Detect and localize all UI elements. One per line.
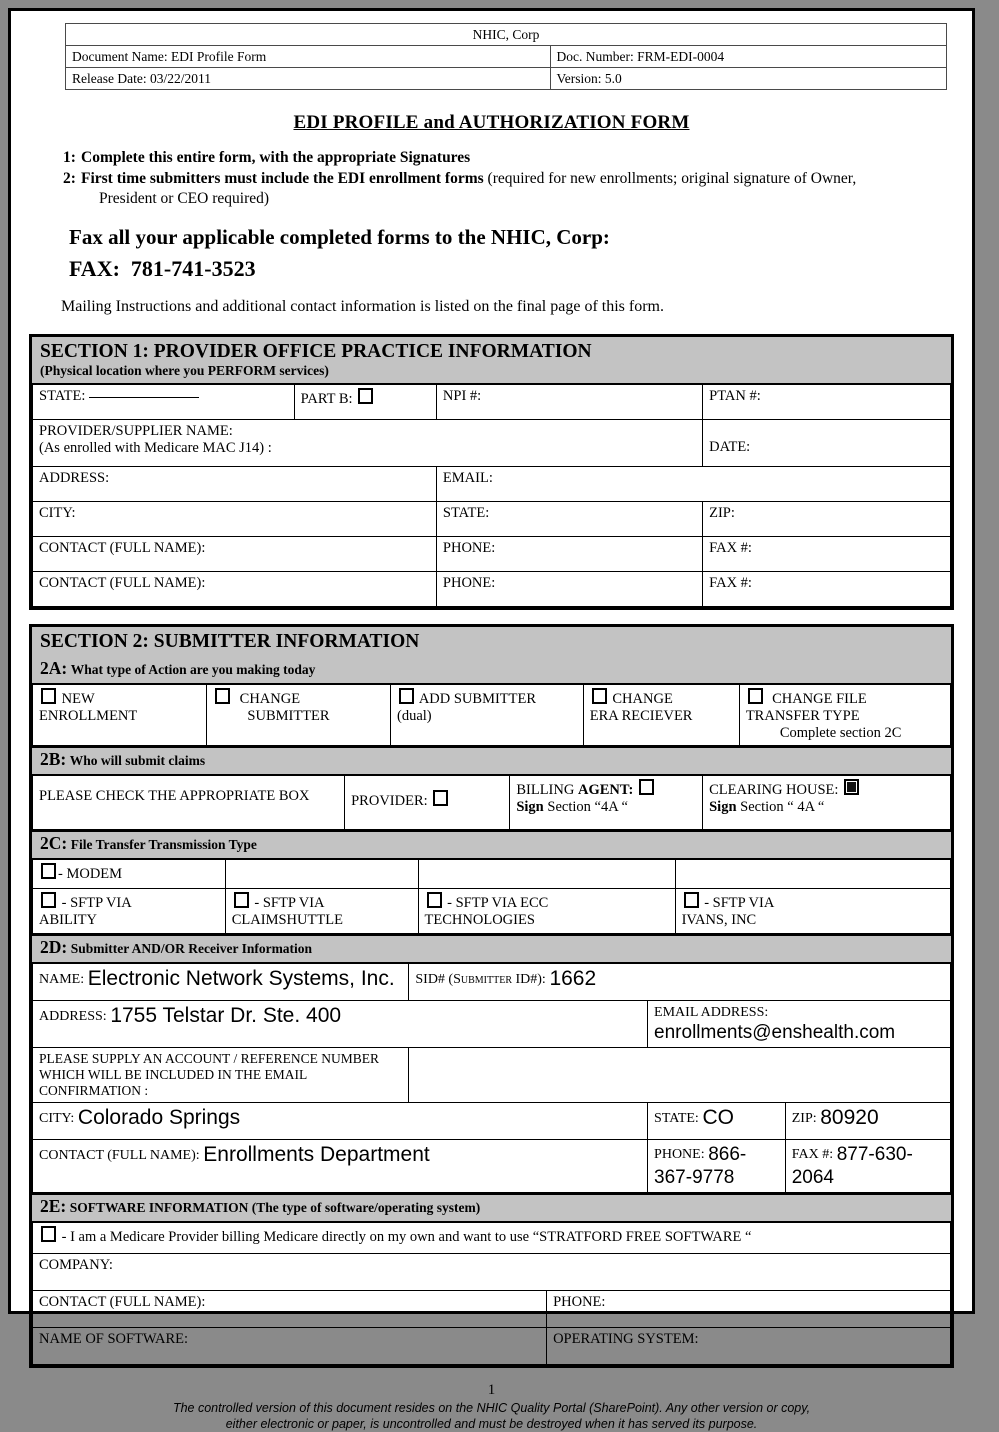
section-2d-header <box>32 934 951 963</box>
table-row <box>33 1103 951 1140</box>
section-1-subtitle: (Physical location where you PERFORM services) <box>40 363 329 378</box>
provider-option[interactable] <box>345 776 510 830</box>
add-submitter-checkbox[interactable] <box>399 688 414 704</box>
change-submitter-label-2: SUBMITTER <box>247 708 330 724</box>
email-field[interactable] <box>436 467 950 502</box>
state-field[interactable] <box>33 385 295 420</box>
instruction-item-2 <box>63 169 954 209</box>
section-2e-title: SOFTWARE INFORMATION (The type of software/operating system) <box>69 1200 481 1215</box>
option-new-enrollment[interactable] <box>33 685 207 746</box>
clearing-house-checkbox[interactable] <box>844 779 859 795</box>
stratford-software-checkbox[interactable] <box>41 1226 56 1242</box>
table-row <box>33 889 951 934</box>
sftp-ivans-label-1: - SFTP VIA <box>704 895 775 911</box>
option-change-era-receiver[interactable] <box>583 685 739 746</box>
sid-value: 1662 <box>549 967 597 990</box>
table-row <box>33 1140 951 1193</box>
state-blank[interactable] <box>89 397 199 398</box>
phone2-field[interactable] <box>436 572 702 607</box>
change-era-checkbox[interactable] <box>592 688 607 704</box>
billing-sign-bold: Sign <box>516 799 544 815</box>
empty-cell-3 <box>675 860 950 889</box>
phone1-label: PHONE: <box>442 540 496 556</box>
table-row <box>33 685 951 746</box>
software-phone-field[interactable] <box>547 1291 951 1328</box>
option-change-file-transfer[interactable] <box>739 685 950 746</box>
change-submitter-checkbox[interactable] <box>215 688 230 704</box>
submitter-address-label: ADDRESS: <box>39 1009 107 1024</box>
table-row <box>33 1001 951 1048</box>
sftp-ecc-label-2: TECHNOLOGIES <box>424 912 535 928</box>
sftp-ecc-checkbox[interactable] <box>427 892 442 908</box>
option-sftp-ecc[interactable] <box>418 889 675 934</box>
phone2-label: PHONE: <box>442 575 496 591</box>
submitter-fax-value: 877-630-2064 <box>791 1144 913 1188</box>
document-page <box>8 8 975 1431</box>
doc-number-cell: Doc. Number: FRM-EDI-0004 <box>550 46 946 68</box>
submitter-address-field[interactable] <box>33 1001 648 1048</box>
please-check-note: PLEASE CHECK THE APPROPRIATE BOX <box>33 776 345 830</box>
software-phone-label: PHONE: <box>553 1294 606 1310</box>
instruction-1-text: Complete this entire form, with the appropriate Signatures <box>81 149 471 166</box>
section-2b-number: 2B: <box>40 749 67 769</box>
submitter-contact-label: CONTACT (FULL NAME): <box>39 1148 200 1163</box>
zip-field[interactable] <box>703 502 951 537</box>
clearing-house-label: CLEARING HOUSE: <box>709 782 839 798</box>
change-submitter-label-1: CHANGE <box>239 691 301 707</box>
section-2e-table <box>32 1222 951 1365</box>
table-row <box>33 467 951 502</box>
provider-option-label: PROVIDER: <box>351 793 428 809</box>
address-label: ADDRESS: <box>39 470 110 486</box>
submitter-email-field[interactable] <box>648 1001 951 1048</box>
clearing-sign-bold: Sign <box>709 799 737 815</box>
fax1-field[interactable] <box>703 537 951 572</box>
submitter-name-label: NAME: <box>39 972 85 987</box>
provider-name-label: PROVIDER/SUPPLIER NAME: <box>39 423 233 439</box>
clearing-house-label-row <box>709 779 944 799</box>
section-2c-header <box>32 830 951 859</box>
instruction-2-rest: (required for new enrollments; original signature of Owner, <box>487 170 857 187</box>
fax2-label: FAX #: <box>709 575 752 591</box>
change-file-label-1: CHANGE FILE <box>772 691 867 707</box>
sftp-ecc-label-1: - SFTP VIA ECC <box>447 895 549 911</box>
footer-disclaimer <box>29 1400 954 1432</box>
clearing-house-option[interactable] <box>703 776 951 830</box>
section-2d-number: 2D: <box>40 937 68 957</box>
ptan-field[interactable] <box>703 385 951 420</box>
billing-agent-option[interactable] <box>510 776 703 830</box>
modem-checkbox[interactable] <box>41 863 56 879</box>
section-1 <box>29 334 954 610</box>
software-name-field[interactable] <box>33 1328 547 1365</box>
section-2a-header <box>32 657 951 684</box>
sftp-ivans-label-2: IVANS, INC <box>681 912 757 928</box>
submitter-contact-value: Enrollments Department <box>203 1143 430 1166</box>
provider-name-sublabel: (As enrolled with Medicare MAC J14) : <box>39 440 272 456</box>
fax-number: 781-741-3523 <box>130 256 256 281</box>
option-add-submitter[interactable] <box>391 685 584 746</box>
billing-agent-checkbox[interactable] <box>639 779 654 795</box>
change-file-transfer-checkbox[interactable] <box>748 688 763 704</box>
submitter-phone-value: 866-367-9778 <box>654 1144 747 1188</box>
table-row <box>33 1328 951 1365</box>
phone1-field[interactable] <box>436 537 702 572</box>
sid-field[interactable] <box>409 964 951 1001</box>
fax2-field[interactable] <box>703 572 951 607</box>
section-2b-title: Who will submit claims <box>69 753 206 768</box>
section-2c-table <box>32 859 951 934</box>
clearing-house-sign-note <box>709 799 944 816</box>
sftp-ability-checkbox[interactable] <box>41 892 56 908</box>
account-reference-field[interactable] <box>409 1048 951 1103</box>
section-2 <box>29 624 954 1368</box>
section-2a-table <box>32 684 951 746</box>
submitter-zip-label: ZIP: <box>791 1111 817 1126</box>
option-sftp-ability[interactable] <box>33 889 226 934</box>
sid-label: SID# (Submitter ID#): <box>415 972 546 987</box>
section-2d-title: Submitter AND/OR Receiver Information <box>70 941 313 956</box>
change-era-label-1: CHANGE <box>612 691 673 707</box>
billing-agent-label-bold: AGENT: <box>577 782 634 798</box>
instruction-2-number: 2: <box>63 170 76 187</box>
modem-label: - MODEM <box>58 866 123 882</box>
table-row <box>33 420 951 467</box>
table-row <box>66 24 947 46</box>
option-sftp-ivans[interactable] <box>675 889 950 934</box>
table-row <box>33 1291 951 1328</box>
submitter-email-label: EMAIL ADDRESS: <box>654 1005 769 1020</box>
npi-field[interactable] <box>436 385 702 420</box>
instructions-block <box>63 148 954 209</box>
sftp-ability-label-2: ABILITY <box>39 912 97 928</box>
submitter-name-field[interactable] <box>33 964 409 1001</box>
instruction-2-continued: President or CEO required) <box>99 190 270 207</box>
page-title: EDI PROFILE and AUTHORIZATION FORM <box>293 112 690 133</box>
page-number: 1 <box>487 1382 496 1398</box>
submitter-zip-field[interactable] <box>785 1103 950 1140</box>
city-label: CITY: <box>39 505 76 521</box>
submitter-name-value: Electronic Network Systems, Inc. <box>87 967 395 990</box>
provider-supplier-name-field[interactable] <box>33 420 703 467</box>
add-submitter-label-2: (dual) <box>397 708 432 724</box>
account-note-line-2: WHICH WILL BE INCLUDED IN THE EMAIL CONFIRMATION : <box>39 1067 307 1098</box>
submitter-fax-label: FAX #: <box>791 1147 834 1162</box>
account-note-line-1: PLEASE SUPPLY AN ACCOUNT / REFERENCE NUMBER <box>39 1051 379 1066</box>
state2-label: STATE: <box>442 505 490 521</box>
table-row <box>33 776 951 830</box>
empty-cell-2 <box>418 860 675 889</box>
software-contact-label: CONTACT (FULL NAME): <box>39 1294 206 1310</box>
zip-label: ZIP: <box>709 505 735 521</box>
fax-number-line <box>69 256 954 282</box>
footer-line-1: The controlled version of this document resides on the NHIC Quality Portal (SharePoint). Any other version or copy, <box>172 1401 811 1415</box>
software-contact-field[interactable] <box>33 1291 547 1328</box>
sftp-claimshuttle-label-1: - SFTP VIA <box>254 895 325 911</box>
contact2-field[interactable] <box>33 572 437 607</box>
software-company-field[interactable] <box>33 1254 951 1291</box>
account-reference-note <box>33 1048 409 1103</box>
section-1-title: SECTION 1: PROVIDER OFFICE PRACTICE INFORMATION <box>40 341 592 362</box>
ptan-label: PTAN #: <box>709 388 761 404</box>
submitter-contact-field[interactable] <box>33 1140 648 1193</box>
city-field[interactable] <box>33 502 437 537</box>
sftp-claimshuttle-label-2: CLAIMSHUTTLE <box>231 912 343 928</box>
part-b-label: PART B: <box>300 391 353 407</box>
change-file-label-2: TRANSFER TYPE <box>745 708 860 724</box>
add-submitter-label-1: ADD SUBMITTER <box>418 691 537 707</box>
submitter-address-value: 1755 Telstar Dr. Ste. 400 <box>110 1004 342 1027</box>
instruction-1-number: 1: <box>63 149 76 166</box>
fax1-label: FAX #: <box>709 540 752 556</box>
submitter-zip-value: 80920 <box>820 1106 879 1129</box>
address-field[interactable] <box>33 467 437 502</box>
submitter-email-value: enrollments@enshealth.com <box>654 1022 896 1043</box>
table-row <box>33 502 951 537</box>
submitter-state-value: CO <box>702 1106 734 1129</box>
section-2b-table <box>32 775 951 830</box>
software-name-label: NAME OF SOFTWARE: <box>39 1331 189 1347</box>
document-control-header <box>65 23 947 90</box>
release-date-cell: Release Date: 03/22/2011 <box>66 68 551 90</box>
section-2e-header <box>32 1193 951 1222</box>
section-2a-number: 2A: <box>40 658 68 678</box>
fax-label: FAX: <box>69 256 120 281</box>
operating-system-field[interactable] <box>547 1328 951 1365</box>
new-enrollment-label-2: ENROLLMENT <box>39 708 138 724</box>
option-sftp-claimshuttle[interactable] <box>225 889 418 934</box>
section-1-header <box>32 337 951 384</box>
submitter-city-label: CITY: <box>39 1111 75 1126</box>
option-change-submitter[interactable] <box>207 685 391 746</box>
empty-cell-1 <box>225 860 418 889</box>
change-era-label-2: ERA RECIEVER <box>589 708 693 724</box>
state2-field[interactable] <box>436 502 702 537</box>
provider-checkbox[interactable] <box>433 790 448 806</box>
submitter-fax-field[interactable] <box>785 1140 950 1193</box>
section-2d-table <box>32 963 951 1193</box>
new-enrollment-checkbox[interactable] <box>41 688 56 704</box>
contact1-label: CONTACT (FULL NAME): <box>39 540 206 556</box>
submitter-state-label: STATE: <box>654 1111 699 1126</box>
billing-agent-sign-note <box>516 799 696 816</box>
table-row <box>33 964 951 1001</box>
state-label: STATE: <box>39 388 86 404</box>
contact2-label: CONTACT (FULL NAME): <box>39 575 206 591</box>
section-1-table <box>32 384 951 607</box>
table-row <box>66 68 947 90</box>
section-2-title: SECTION 2: SUBMITTER INFORMATION <box>40 631 420 652</box>
table-row <box>33 1048 951 1103</box>
billing-agent-label-plain: BILLING <box>516 782 578 798</box>
new-enrollment-label-1: NEW <box>61 691 95 707</box>
footer-line-2: either electronic or paper, is uncontrolled and must be destroyed when it has served its purpose. <box>225 1417 758 1431</box>
section-2e-number: 2E: <box>40 1196 67 1216</box>
software-company-label: COMPANY: <box>39 1257 113 1273</box>
sftp-claimshuttle-checkbox[interactable] <box>234 892 249 908</box>
option-modem[interactable] <box>33 860 226 889</box>
date-field[interactable] <box>703 420 951 467</box>
change-file-label-3: Complete section 2C <box>779 725 902 741</box>
table-row <box>33 537 951 572</box>
table-row <box>33 572 951 607</box>
part-b-field[interactable] <box>294 385 436 420</box>
submitter-city-field[interactable] <box>33 1103 648 1140</box>
section-2b-header <box>32 746 951 775</box>
section-2a-title: What type of Action are you making today <box>70 662 316 677</box>
submitter-phone-field[interactable] <box>648 1140 786 1193</box>
billing-agent-label-row <box>516 779 696 799</box>
stratford-software-option[interactable] <box>33 1223 951 1254</box>
table-row <box>33 1254 951 1291</box>
stratford-software-label: - I am a Medicare Provider billing Medicare directly on my own and want to use “STRATFORD FREE SOFTWARE “ <box>61 1229 752 1245</box>
section-2c-number: 2C: <box>40 833 68 853</box>
company-name: NHIC, Corp <box>66 24 947 46</box>
fax-instruction-line: Fax all your applicable completed forms to the NHIC, Corp: <box>69 225 610 249</box>
submitter-state-field[interactable] <box>648 1103 786 1140</box>
operating-system-label: OPERATING SYSTEM: <box>553 1331 699 1347</box>
date-label: DATE: <box>709 439 751 455</box>
instruction-item-1 <box>63 148 954 168</box>
sftp-ability-label-1: - SFTP VIA <box>61 895 132 911</box>
sftp-ivans-checkbox[interactable] <box>684 892 699 908</box>
table-row <box>33 1223 951 1254</box>
email-label: EMAIL: <box>442 470 493 486</box>
table-row <box>33 860 951 889</box>
mailing-instructions: Mailing Instructions and additional contact information is listed on the final page of this form. <box>61 298 664 315</box>
submitter-phone-label: PHONE: <box>654 1147 705 1162</box>
section-2c-title: File Transfer Transmission Type <box>70 837 257 852</box>
document-name-cell: Document Name: EDI Profile Form <box>66 46 551 68</box>
part-b-checkbox[interactable] <box>358 388 373 404</box>
section-2-header <box>32 627 951 657</box>
table-row <box>66 46 947 68</box>
clearing-sign-rest: Section “ 4A “ <box>736 799 825 815</box>
contact1-field[interactable] <box>33 537 437 572</box>
version-cell: Version: 5.0 <box>550 68 946 90</box>
npi-label: NPI #: <box>442 388 482 404</box>
table-row <box>33 385 951 420</box>
submitter-city-value: Colorado Springs <box>77 1106 241 1129</box>
billing-sign-rest: Section “4A “ <box>543 799 628 815</box>
instruction-2-bold: First time submitters must include the EDI enrollment forms <box>81 170 484 187</box>
